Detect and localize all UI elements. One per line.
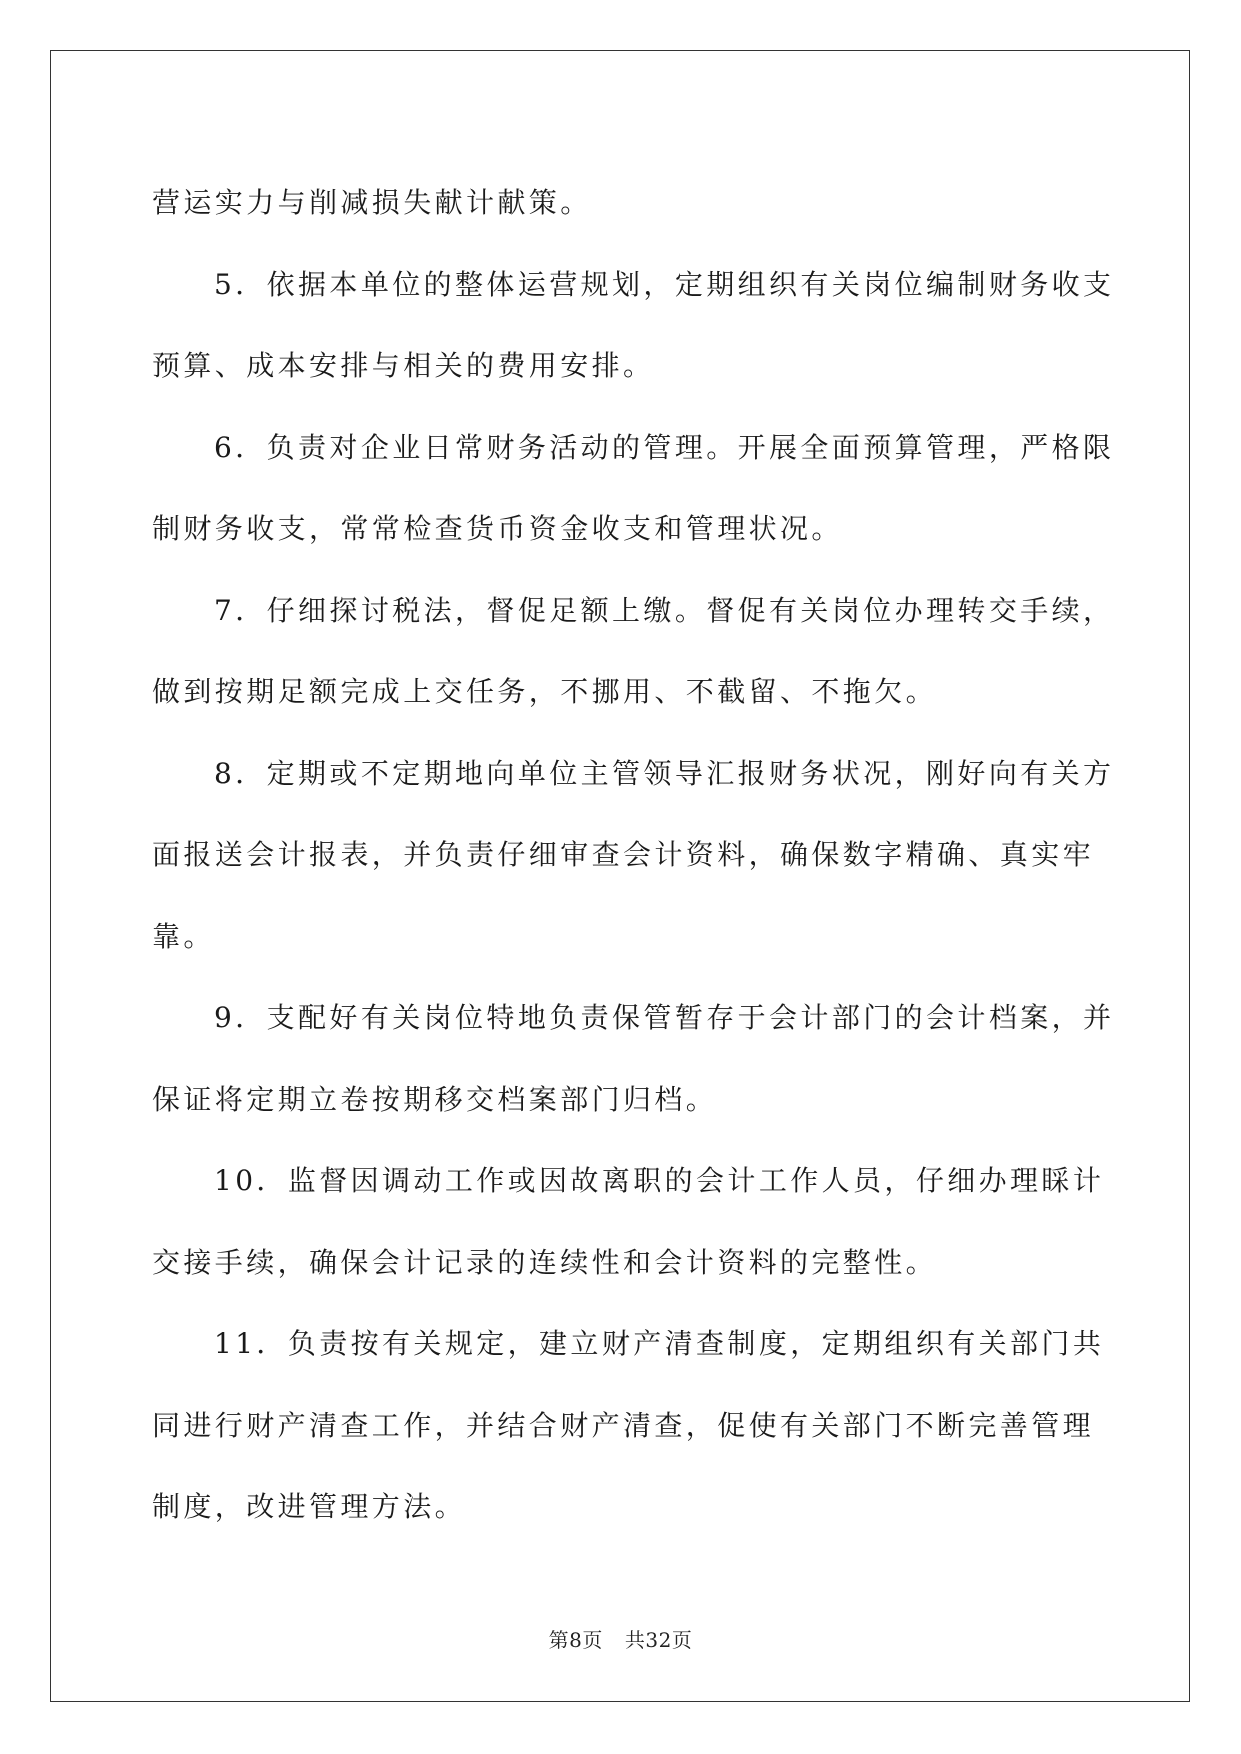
total-pages-label: 共32页: [624, 1628, 693, 1652]
paragraph-item-7: [152, 570, 1115, 733]
text-line: 保证将定期立卷按期移交档案部门归档。: [152, 1082, 718, 1116]
text-line: 6．负责对企业日常财务活动的管理。开展全面预算管理，严格限: [214, 430, 1115, 464]
text-line: 5．依据本单位的整体运营规划，定期组织有关岗位编制财务收支: [214, 267, 1115, 301]
text-line: 制度，改进管理方法。: [152, 1490, 467, 1523]
paragraph-item-8: [152, 733, 1115, 978]
text-line: 10．监督因调动工作或因故离职的会计工作人员，仔细办理睬计: [214, 1164, 1105, 1197]
text-line: 面报送会计报表，并负责仔细审查会计资料，确保数字精确、真实牢: [152, 838, 1095, 871]
paragraph-item-11: [152, 1303, 1105, 1548]
paragraph-item-10: [152, 1140, 1105, 1303]
text-line: 8．定期或不定期地向单位主管领导汇报财务状况，刚好向有关方: [214, 756, 1115, 790]
text-line: 7．仔细探讨税法，督促足额上缴。督促有关岗位办理转交手续，: [214, 593, 1115, 627]
document-body: [152, 162, 1115, 1548]
text-line: 靠。: [152, 919, 215, 953]
text-line: 交接手续，确保会计记录的连续性和会计资料的完整性。: [152, 1245, 938, 1279]
paragraph-item-6: [152, 407, 1115, 570]
text-line: 营运实力与削减损失献计献策。: [152, 186, 592, 219]
text-line: 做到按期足额完成上交任务，不挪用、不截留、不拖欠。: [152, 675, 938, 708]
paragraph-item-9: [152, 977, 1115, 1140]
text-line: 9．支配好有关岗位特地负责保管暂存于会计部门的会计档案，并: [214, 1001, 1115, 1034]
text-line: 制财务收支，常常检查货币资金收支和管理状况。: [152, 512, 843, 545]
paragraph-item-5: [152, 244, 1115, 407]
paragraph-cont: [152, 162, 1092, 244]
text-line: 11．负责按有关规定，建立财产清查制度，定期组织有关部门共: [214, 1327, 1105, 1360]
page-footer: [0, 1624, 1241, 1653]
text-line: 同进行财产清查工作，并结合财产清查，促使有关部门不断完善管理: [152, 1408, 1095, 1442]
text-line: 预算、成本安排与相关的费用安排。: [152, 349, 655, 382]
current-page-label: 第8页: [548, 1628, 603, 1652]
